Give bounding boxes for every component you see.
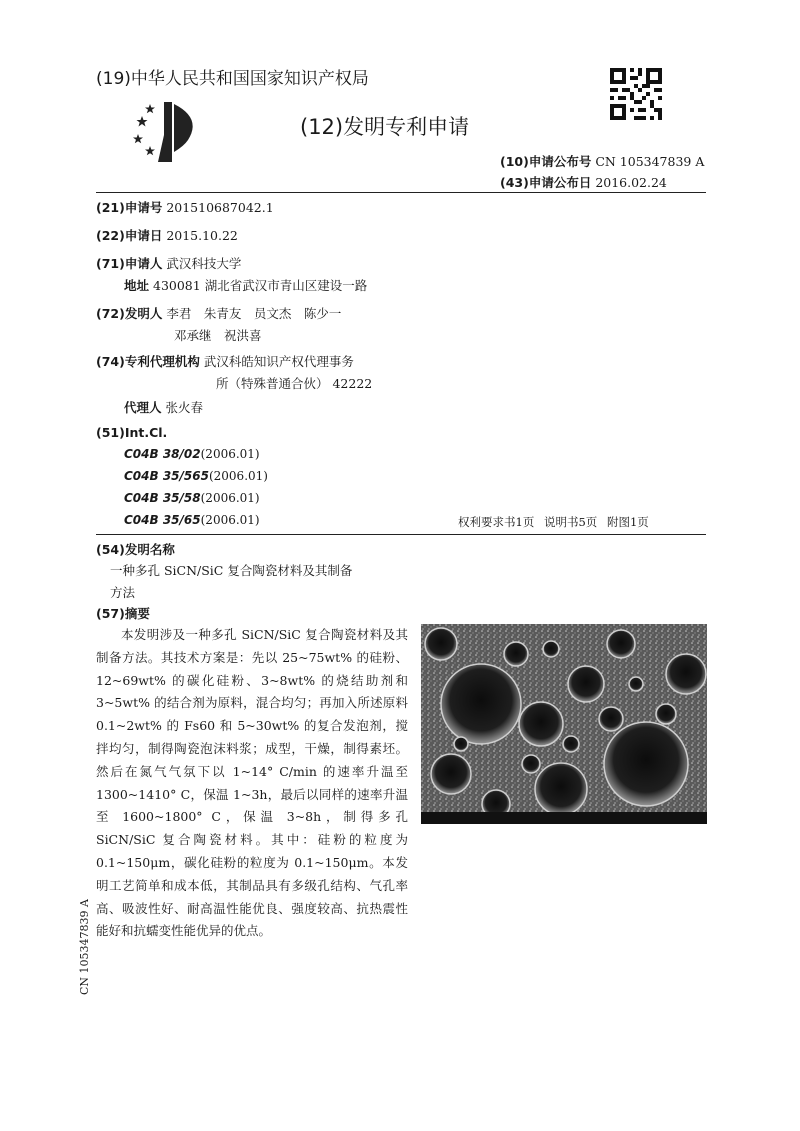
ipc-code: C04B 35/58 — [124, 491, 201, 505]
application-number-label: (21)申请号 — [96, 200, 163, 215]
document-type: (12)发明专利申请 — [300, 115, 470, 139]
ipc-code: C04B 35/65 — [124, 513, 201, 527]
ipc-version: (2006.01) — [200, 491, 260, 505]
inventors-line-1: 李君 朱青友 员文杰 陈少一 — [166, 306, 342, 321]
application-date-row — [96, 226, 238, 244]
title-label-text: (54)发明名称 — [96, 542, 175, 557]
applicant-label: (71)申请人 — [96, 256, 163, 271]
sem-micrograph — [421, 624, 707, 824]
porous-structure-image — [421, 624, 707, 824]
abstract-label — [96, 604, 150, 622]
publication-date: 2016.02.24 — [595, 175, 667, 190]
agency-name: (19)中华人民共和国国家知识产权局 — [96, 69, 369, 89]
abstract-text: 本发明涉及一种多孔 SiCN/SiC 复合陶瓷材料及其制备方法。其技术方案是：先以 25~75wt% 的硅粉、12~69wt% 的碳化硅粉、3~8wt% 的烧结助剂和 3~5wt% 的结合剂为原料，混合均匀；再加入所述原料 0.1~2wt% 的 Fs60 和 5~30wt% 的复合发泡剂，搅拌均匀，制得陶瓷泡沫料浆；成型，干燥，制得素坯。然后在氮气气氛下以 1~14° C/min 的速率升温至 1300~1410° C，保温 1~3h，最后以同样的速率升温至 1600~1800° C，保温 3~8h，制得多孔 SiCN/SiC 复合陶瓷材料。其中：硅粉的粒度为 0.1~150μm，碳化硅粉的粒度为 0.1~150μm。本发明工艺简单和成本低，其制品具有多级孔结构、气孔率高、吸波性好、耐高温性能优良、强度较高、抗热震性能好和抗蠕变性能优异的优点。 — [96, 627, 408, 939]
agency-row — [96, 352, 354, 370]
applicant-row — [96, 254, 241, 272]
page-counts: 权利要求书1页 说明书5页 附图1页 — [458, 515, 649, 529]
address: 430081 湖北省武汉市青山区建设一路 — [153, 278, 368, 293]
application-date: 2015.10.22 — [166, 228, 238, 243]
publication-number-label: (10)申请公布号 — [500, 154, 592, 169]
ipc-item — [124, 491, 260, 505]
agent-row — [124, 398, 203, 416]
ipc-code: C04B 35/565 — [124, 469, 209, 483]
inventors-label: (72)发明人 — [96, 306, 163, 321]
ipc-code: C04B 38/02 — [124, 447, 201, 461]
ipc-version: (2006.01) — [200, 447, 260, 461]
address-label: 地址 — [124, 278, 150, 293]
ipc-version: (2006.01) — [200, 513, 260, 527]
invention-title-line-2: 方法 — [110, 585, 136, 600]
ipc-label-text: (51)Int.Cl. — [96, 425, 168, 440]
address-row — [124, 276, 367, 294]
agency-line-2: 所（特殊普通合伙） 42222 — [216, 376, 373, 391]
title-label — [96, 540, 175, 558]
publication-number-row — [500, 152, 704, 170]
ipc-item — [124, 447, 260, 461]
application-date-label: (22)申请日 — [96, 228, 163, 243]
ipc-item — [124, 513, 260, 527]
agency-label: (74)专利代理机构 — [96, 354, 200, 369]
cnipa-logo-icon — [128, 96, 210, 168]
agent-label: 代理人 — [124, 400, 162, 415]
invention-title-line-1: 一种多孔 SiCN/SiC 复合陶瓷材料及其制备 — [110, 563, 353, 578]
publication-number: CN 105347839 A — [595, 154, 705, 169]
section-divider — [96, 534, 706, 535]
header-divider — [96, 192, 706, 193]
agent: 张火春 — [165, 400, 204, 415]
inventors-row — [96, 304, 341, 322]
ipc-version: (2006.01) — [208, 469, 268, 483]
abstract-label-text: (57)摘要 — [96, 606, 150, 621]
side-publication-number: CN 105347839 A — [78, 899, 91, 995]
inventors-line-2: 邓承继 祝洪喜 — [174, 328, 262, 343]
ipc-item — [124, 469, 268, 483]
application-number: 201510687042.1 — [166, 200, 274, 215]
publication-date-label: (43)申请公布日 — [500, 175, 592, 190]
qr-code-icon[interactable] — [610, 68, 662, 120]
applicant: 武汉科技大学 — [166, 256, 242, 271]
application-number-row — [96, 198, 274, 216]
publication-date-row — [500, 173, 667, 191]
ipc-label — [96, 425, 167, 440]
agency-line-1: 武汉科皓知识产权代理事务 — [203, 354, 354, 369]
